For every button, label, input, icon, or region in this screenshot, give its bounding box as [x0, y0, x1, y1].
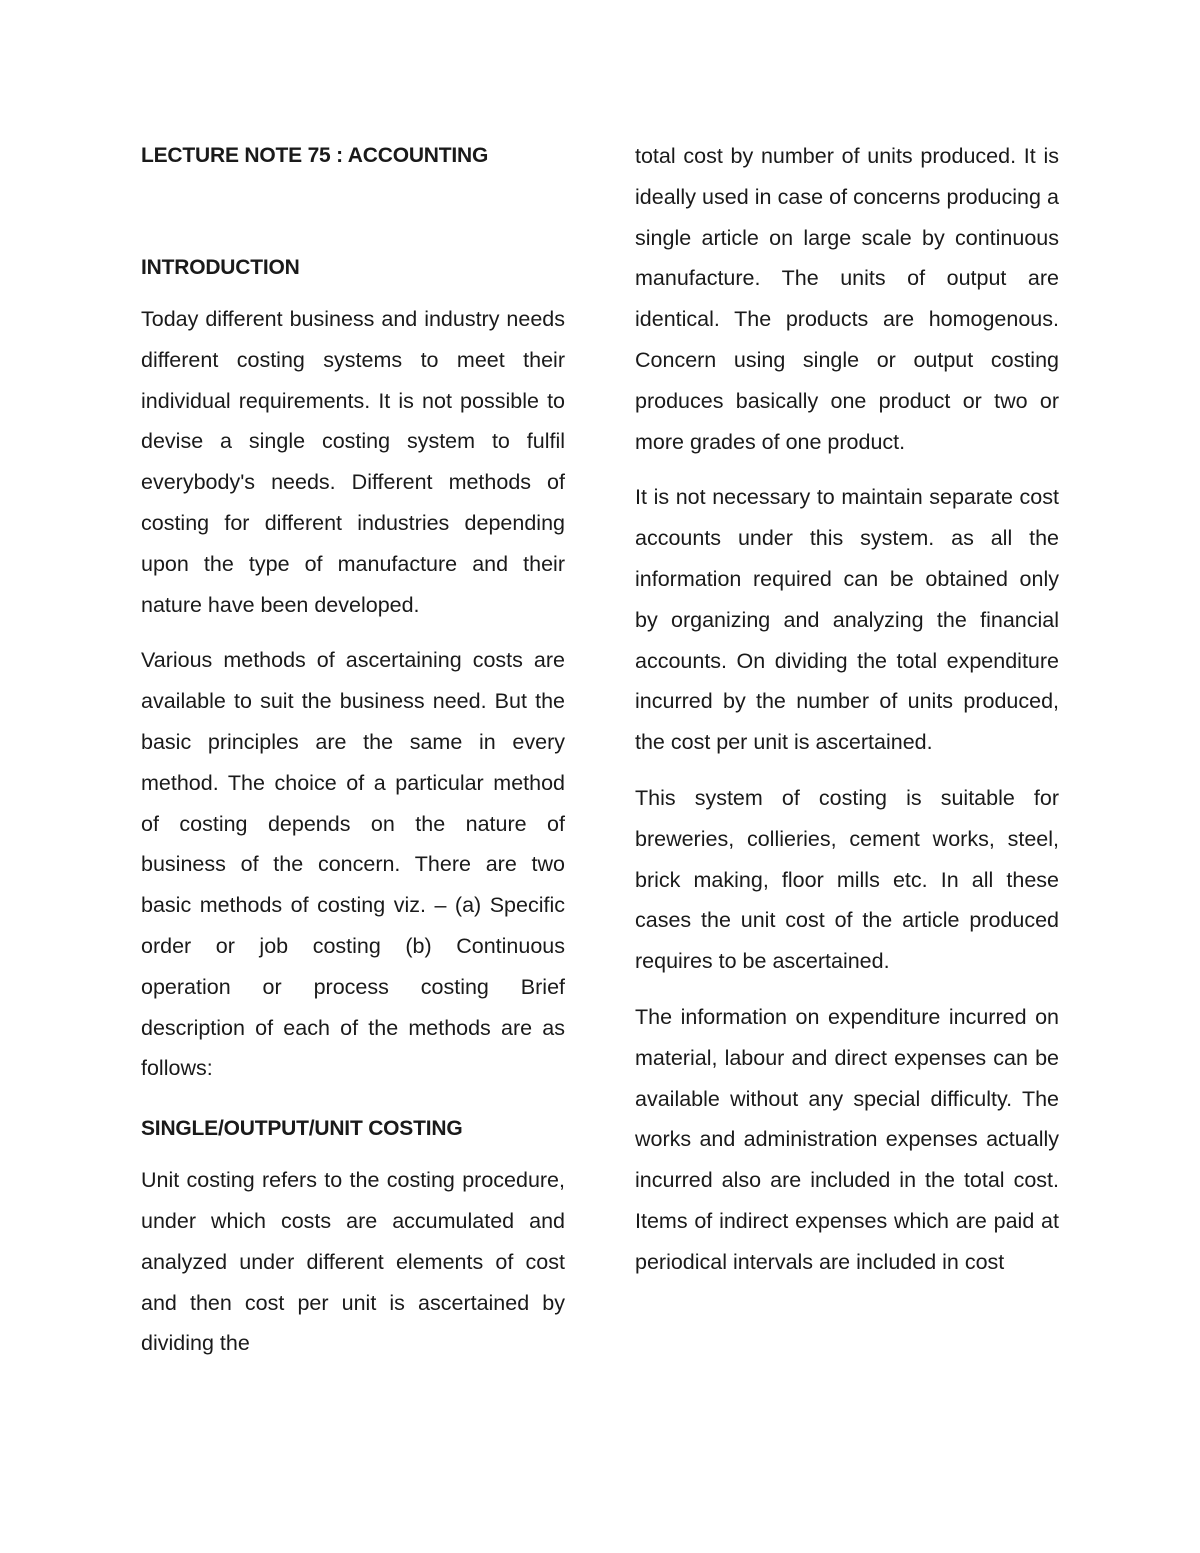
unit-costing-paragraph-1: Unit costing refers to the costing procedure, under which costs are accumulated and analyzed under different elements of cost and then cost per unit is ascertained by dividing the — [141, 1168, 565, 1356]
separate-accounts-paragraph: It is not necessary to maintain separate cost accounts under this system. as all the information required can be obtained only by organizing and analyzing the financial accounts. On dividing the total expenditure incurred by the number of units produced, the cost per unit is ascertained. — [635, 485, 1059, 755]
unit-costing-paragraph-continued: total cost by number of units produced. It is ideally used in case of concerns producing a single article on large scale by continuous manufacture. The units of output are identical. The products are homogenous. Concern using single or output costing produces basically one product or two or more grades of one product. — [635, 144, 1059, 454]
left-column — [141, 138, 565, 1364]
unit-costing-heading: SINGLE/OUTPUT/UNIT COSTING — [141, 1117, 463, 1141]
introduction-paragraph-2: Various methods of ascertaining costs are available to suit the business need. But the basic principles are the same in every method. The choice of a particular method of costing depends on the nature of business of the concern. There are two basic methods of costing viz. – (a) Specific order or job costing (b) Continuous operation or process costing Brief description of each of the methods are as follows: — [141, 648, 565, 1081]
right-column — [635, 138, 1059, 1283]
document-title: LECTURE NOTE 75 : ACCOUNTING — [141, 144, 489, 167]
expenditure-information-paragraph: The information on expenditure incurred on material, labour and direct expenses can be available without any special difficulty. The works and administration expenses actually incurred also are included in the total cost. Items of indirect expenses which are paid at periodical intervals are included in cost — [635, 1004, 1059, 1274]
suitable-industries-paragraph: This system of costing is suitable for breweries, collieries, cement works, steel, brick making, floor mills etc. In all these cases the unit cost of the article produced requires to be ascertained. — [635, 785, 1059, 974]
introduction-heading: INTRODUCTION — [141, 256, 300, 279]
introduction-paragraph-1: Today different business and industry needs different costing systems to meet their individual requirements. It is not possible to devise a single costing system to fulfil everybody's needs. Different methods of costing for different industries depending upon the type of manufacture and their nature have been developed. — [141, 307, 565, 617]
